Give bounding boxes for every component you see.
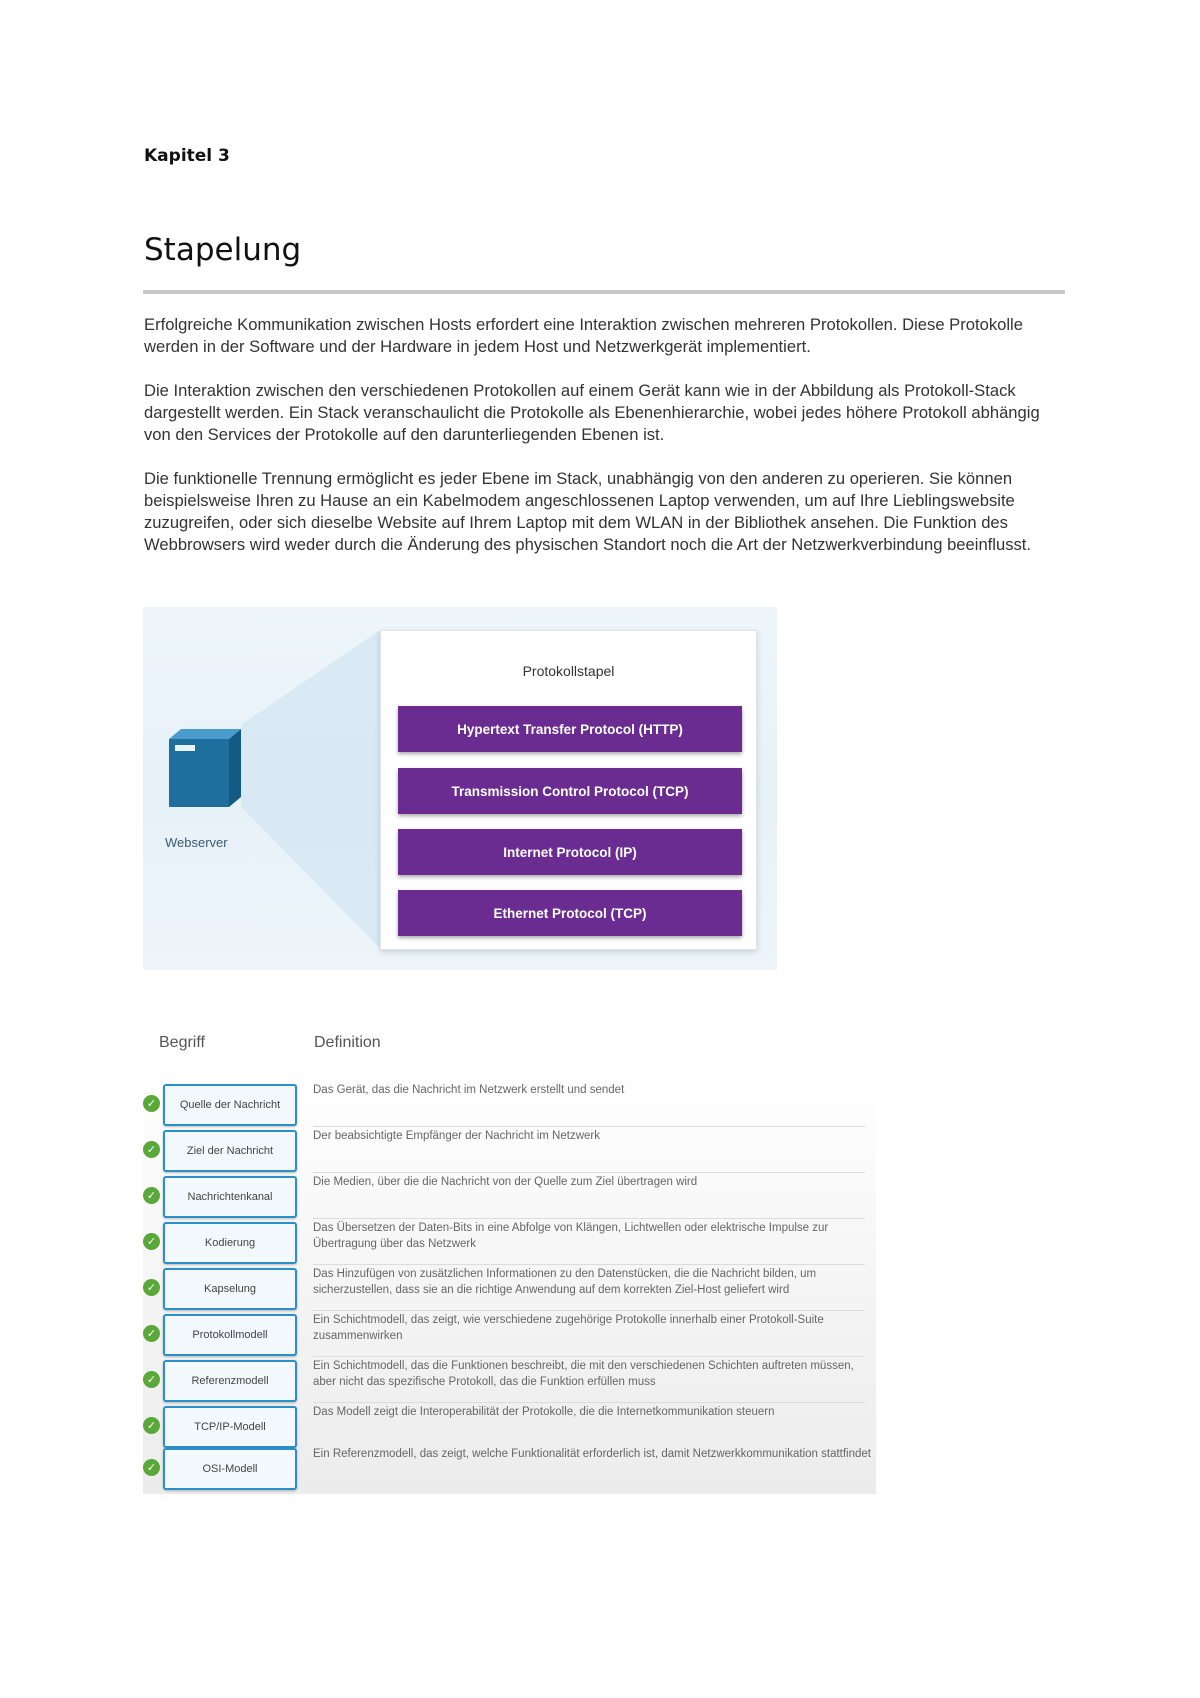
definition-text: Ein Schichtmodell, das die Funktionen beschreibt, die mit den verschiedenen Schichten auftreten müssen, aber nicht das spezifische Protokoll, das die Funktion erfüllen muss xyxy=(313,1360,854,1388)
definition-text: Das Modell zeigt die Interoperabilität der Protokolle, die die Internetkommunikation steuern xyxy=(313,1406,775,1418)
title-divider xyxy=(143,290,1065,294)
definition-text: Das Übersetzen der Daten-Bits in eine Abfolge von Klängen, Lichtwellen oder elektrische Impulse zur Übertragung über das Netzwerk xyxy=(313,1222,829,1250)
term-row xyxy=(143,1312,876,1358)
term-row xyxy=(143,1082,876,1128)
page-title: Stapelung xyxy=(144,232,302,268)
row-divider xyxy=(313,1172,865,1173)
definition-text: Das Gerät, das die Nachricht im Netzwerk erstellt und sendet xyxy=(313,1084,625,1096)
row-divider xyxy=(313,1310,865,1311)
row-divider xyxy=(313,1402,865,1403)
term-box[interactable]: Kapselung xyxy=(163,1268,297,1310)
definition-text: Ein Schichtmodell, das zeigt, wie verschiedene zugehörige Protokolle innerhalb einer Protokoll-Suite zusammenwirken xyxy=(313,1314,824,1342)
term-box[interactable]: Referenzmodell xyxy=(163,1360,297,1402)
check-icon: ✓ xyxy=(143,1325,160,1342)
term-row xyxy=(143,1174,876,1220)
term-box[interactable]: Ziel der Nachricht xyxy=(163,1130,297,1172)
check-icon: ✓ xyxy=(143,1141,160,1158)
term-box[interactable]: Quelle der Nachricht xyxy=(163,1084,297,1126)
definition-text: Das Hinzufügen von zusätzlichen Informationen zu den Datenstücken, die die Nachricht bilden, um sicherzustellen, dass sie an die richtige Anwendung auf dem korrekten Ziel-Host geliefert wird xyxy=(313,1268,817,1296)
protocol-http: Hypertext Transfer Protocol (HTTP) xyxy=(398,706,742,752)
check-icon: ✓ xyxy=(143,1417,160,1434)
protocol-stack-figure xyxy=(143,607,777,970)
webserver-icon xyxy=(169,729,241,807)
term-row xyxy=(143,1128,876,1174)
term-box[interactable]: Nachrichtenkanal xyxy=(163,1176,297,1218)
row-divider xyxy=(313,1356,865,1357)
term-row xyxy=(143,1358,876,1404)
stack-title: Protokollstapel xyxy=(522,663,615,679)
terms-figure xyxy=(143,1024,876,1494)
term-box[interactable]: Kodierung xyxy=(163,1222,297,1264)
check-icon: ✓ xyxy=(143,1459,160,1476)
body-text xyxy=(144,314,1069,578)
row-divider xyxy=(313,1126,865,1127)
chapter-label: Kapitel 3 xyxy=(144,146,230,166)
webserver-label: Webserver xyxy=(165,835,228,850)
paragraph: Die funktionelle Trennung ermöglicht es jeder Ebene im Stack, unabhängig von den anderen zu operieren. Sie können beispielsweise Ihren zu Hause an ein Kabelmodem angeschlossenen Laptop verwenden, um auf Ihre Lieblingswebsite zuzugreifen, oder sich dieselbe Website auf Ihrem Laptop mit dem WLAN in der Bibliothek ansehen. Die Funktion des Webbrowsers wird weder durch die Änderung des physischen Standort noch die Art der Netzwerkverbindung beeinflusst. xyxy=(144,469,1032,554)
term-row xyxy=(143,1220,876,1266)
term-box[interactable]: TCP/IP-Modell xyxy=(163,1406,297,1448)
paragraph: Erfolgreiche Kommunikation zwischen Hosts erfordert eine Interaktion zwischen mehreren Protokollen. Diese Protokolle werden in der Software und der Hardware in jedem Host und Netzwerkgerät implementiert. xyxy=(144,315,1023,356)
paragraph: Die Interaktion zwischen den verschiedenen Protokollen auf einem Gerät kann wie in der Abbildung als Protokoll-Stack dargestellt werden. Ein Stack veranschaulicht die Protokolle als Ebenenhierarchie, wobei jedes höhere Protokoll abhängig von den Services der Protokolle auf den darunterliegenden Ebenen ist. xyxy=(144,381,1040,444)
row-divider xyxy=(313,1218,865,1219)
row-divider xyxy=(313,1264,865,1265)
term-box[interactable]: Protokollmodell xyxy=(163,1314,297,1356)
column-header-term: Begriff xyxy=(159,1034,205,1051)
protocol-stack-panel xyxy=(380,630,757,950)
definition-text: Die Medien, über die die Nachricht von der Quelle zum Ziel übertragen wird xyxy=(313,1176,698,1188)
definition-text: Ein Referenzmodell, das zeigt, welche Funktionalität erforderlich ist, damit Netzwerkkommunikation stattfindet xyxy=(313,1448,871,1460)
protocol-ip: Internet Protocol (IP) xyxy=(398,829,742,875)
check-icon: ✓ xyxy=(143,1371,160,1388)
protocol-ethernet: Ethernet Protocol (TCP) xyxy=(398,890,742,936)
check-icon: ✓ xyxy=(143,1187,160,1204)
term-box[interactable]: OSI-Modell xyxy=(163,1448,297,1490)
protocol-tcp: Transmission Control Protocol (TCP) xyxy=(398,768,742,814)
term-row xyxy=(143,1404,876,1450)
check-icon: ✓ xyxy=(143,1233,160,1250)
term-row xyxy=(143,1446,876,1492)
column-header-definition: Definition xyxy=(314,1034,381,1051)
check-icon: ✓ xyxy=(143,1279,160,1296)
term-row xyxy=(143,1266,876,1312)
definition-text: Der beabsichtigte Empfänger der Nachricht im Netzwerk xyxy=(313,1130,600,1142)
check-icon: ✓ xyxy=(143,1095,160,1112)
